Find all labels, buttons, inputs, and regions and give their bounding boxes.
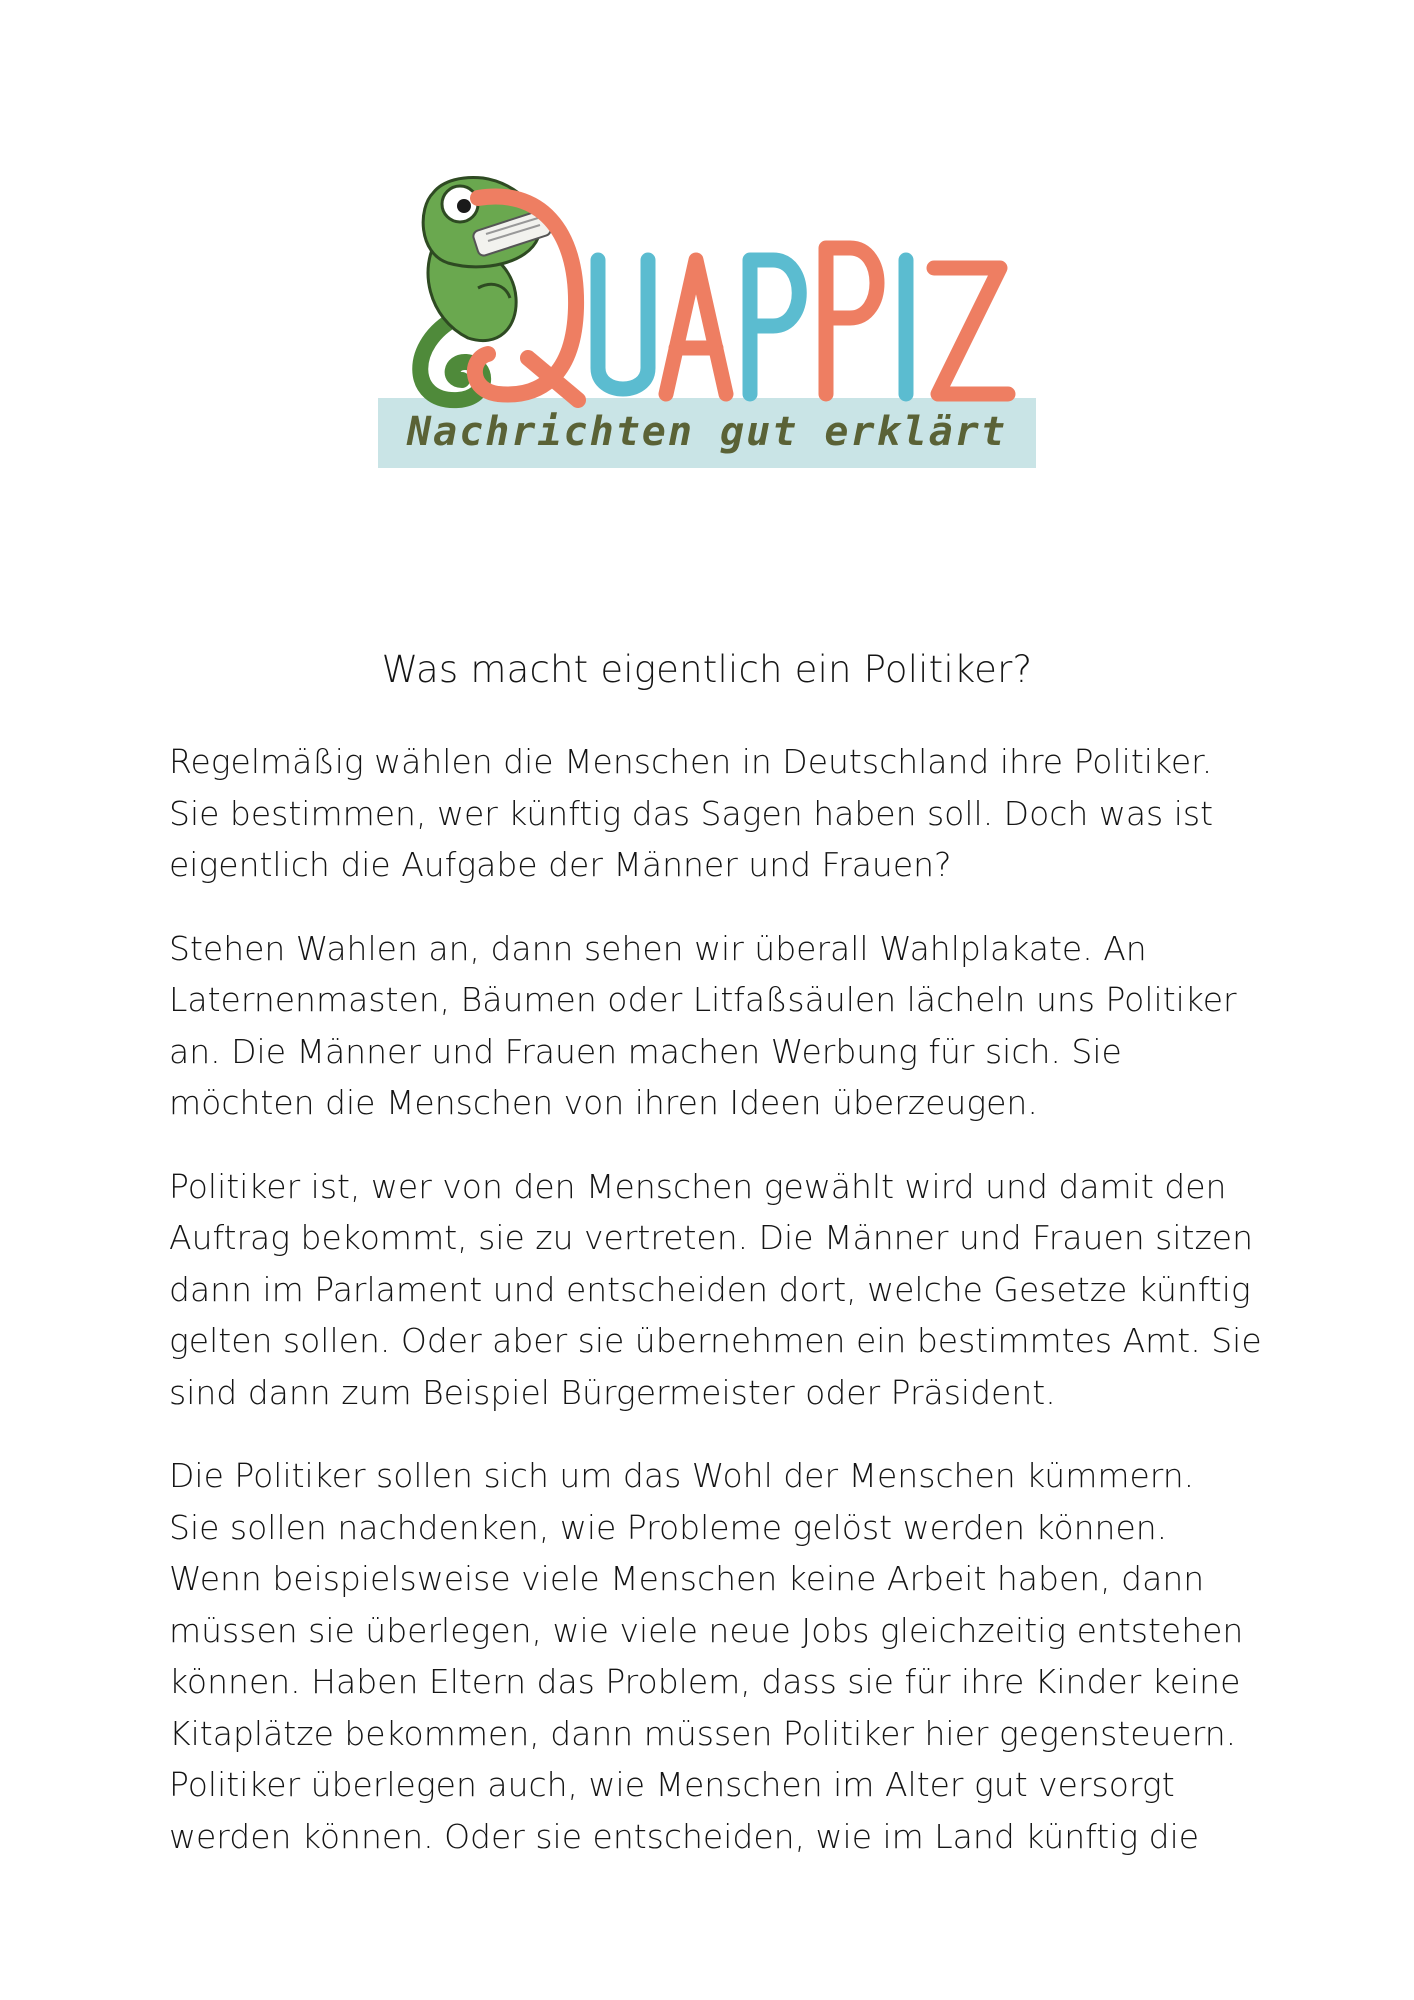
text-line: Laternenmasten, Bäumen oder Litfaßsäulen lächeln uns Politiker (169, 980, 1237, 1019)
text-line: Sie sollen nachdenken, wie Probleme gelöst werden können. (169, 1507, 1168, 1547)
text-line: Stehen Wahlen an, dann sehen wir überall Wahlplakate. An (169, 928, 1147, 968)
page-title: Was macht eigentlich ein Politiker? (381, 648, 1033, 691)
text-line: möchten die Menschen von ihren Ideen überzeugen. (169, 1083, 1038, 1122)
quappiz-logo (378, 168, 1038, 480)
text-line: Auftrag bekommt, sie zu vertreten. Die Männer und Frauen sitzen (169, 1218, 1253, 1257)
text-line: Wenn beispielsweise viele Menschen keine Arbeit haben, dann (169, 1559, 1205, 1598)
text-line: dann im Parlament und entscheiden dort, welche Gesetze künftig (169, 1269, 1251, 1309)
wordmark-letter-p1 (750, 260, 799, 394)
paragraph-3 (169, 1161, 1289, 1419)
text-line: sind dann zum Beispiel Bürgermeister oder Präsident. (169, 1372, 1056, 1412)
wordmark-letter-p2 (826, 248, 877, 394)
article-body (169, 736, 1289, 1894)
paragraph-1 (169, 736, 1289, 891)
text-line: Regelmäßig wählen die Menschen in Deutschland ihre Politiker. (169, 742, 1213, 781)
text-line: werden können. Oder sie entscheiden, wie im Land künftig die (169, 1816, 1200, 1856)
text-line: Politiker überlegen auch, wie Menschen im Alter gut versorgt (169, 1765, 1175, 1804)
text-line: Politiker ist, wer von den Menschen gewählt wird und damit den (169, 1166, 1227, 1206)
text-line: können. Haben Eltern das Problem, dass sie für ihre Kinder keine (169, 1662, 1241, 1701)
text-line: an. Die Männer und Frauen machen Werbung für sich. Sie (169, 1031, 1122, 1071)
wordmark-letter-a (666, 260, 726, 394)
wordmark-letter-z (934, 268, 1008, 394)
text-line: müssen sie überlegen, wie viele neue Jobs gleichzeitig entstehen (169, 1610, 1244, 1650)
text-line: eigentlich die Aufgabe der Männer und Frauen? (169, 845, 952, 884)
text-line: gelten sollen. Oder aber sie übernehmen ein bestimmtes Amt. Sie (169, 1321, 1262, 1360)
wordmark-letter-u (598, 260, 648, 389)
text-line: Sie bestimmen, wer künftig das Sagen haben soll. Doch was ist (169, 793, 1214, 833)
logo-tagline: Nachrichten gut erklärt (407, 409, 1007, 455)
text-line: Kitaplätze bekommen, dann müssen Politiker hier gegensteuern. (169, 1713, 1237, 1753)
paragraph-2 (169, 923, 1289, 1129)
paragraph-4 (169, 1450, 1289, 1862)
text-line: Die Politiker sollen sich um das Wohl der Menschen kümmern. (169, 1456, 1195, 1495)
